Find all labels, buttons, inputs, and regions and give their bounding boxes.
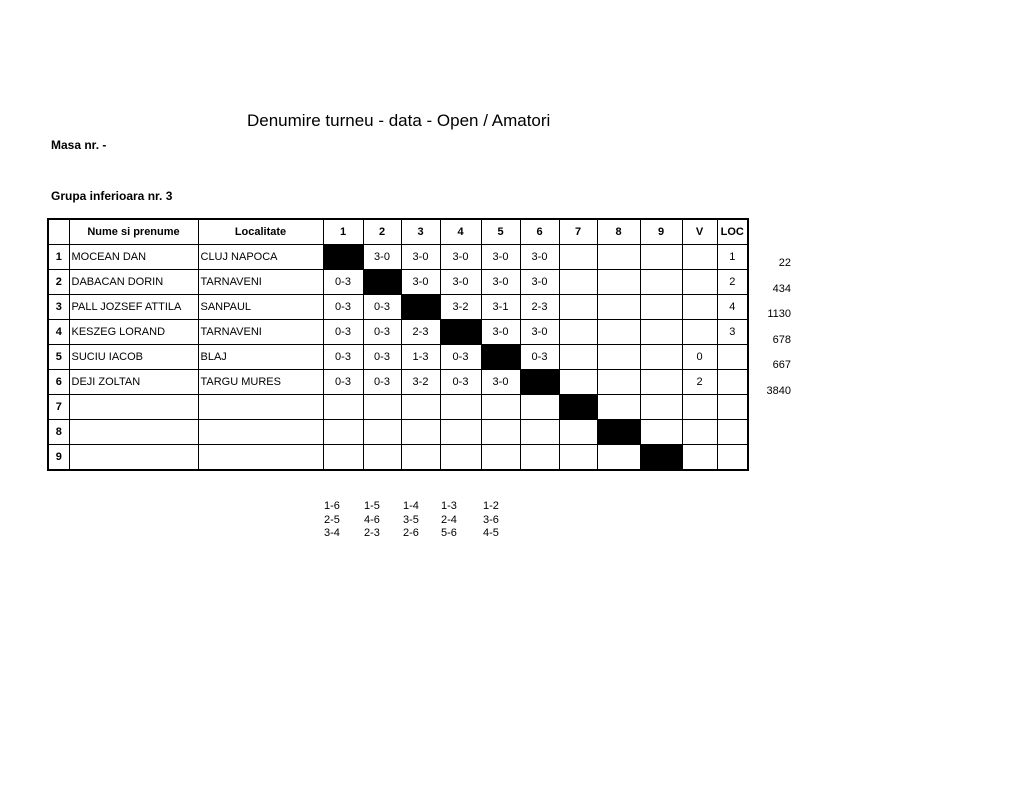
player-name	[69, 445, 198, 471]
player-locality	[198, 445, 323, 471]
player-locality: CLUJ NAPOCA	[198, 245, 323, 270]
score-cell: 2-3	[520, 295, 559, 320]
score-cell: 3-0	[481, 245, 520, 270]
row-number: 8	[48, 420, 69, 445]
row-number: 6	[48, 370, 69, 395]
schedule-pair: 3-4	[324, 527, 340, 539]
score-cell	[559, 245, 597, 270]
score-cell	[597, 395, 640, 420]
score-cell	[640, 345, 682, 370]
player-name	[69, 420, 198, 445]
score-cell	[597, 345, 640, 370]
score-cell: 3-0	[481, 320, 520, 345]
header-index	[48, 219, 69, 245]
victories-cell	[682, 395, 717, 420]
score-cell	[597, 270, 640, 295]
self-match-cell	[640, 445, 682, 471]
score-cell: 0-3	[323, 370, 363, 395]
side-value: 434	[772, 282, 791, 295]
score-cell: 3-2	[440, 295, 481, 320]
score-cell: 3-0	[440, 245, 481, 270]
score-cell	[440, 420, 481, 445]
score-cell	[481, 395, 520, 420]
row-number: 7	[48, 395, 69, 420]
victories-cell: 2	[682, 370, 717, 395]
player-name: KESZEG LORAND	[69, 320, 198, 345]
score-cell	[323, 445, 363, 471]
schedule-column-1	[324, 500, 340, 541]
score-cell	[440, 445, 481, 471]
place-cell	[717, 345, 748, 370]
header-col-9: 9	[640, 219, 682, 245]
schedule-column-2	[364, 500, 380, 541]
player-name	[69, 395, 198, 420]
table-row	[48, 295, 748, 320]
score-cell: 0-3	[363, 320, 401, 345]
score-cell	[640, 245, 682, 270]
schedule-pair: 3-5	[403, 513, 419, 526]
header-col-8: 8	[597, 219, 640, 245]
schedule-pair: 1-6	[324, 500, 340, 512]
score-cell: 0-3	[323, 270, 363, 295]
table-row	[48, 320, 748, 345]
victories-cell	[682, 270, 717, 295]
tournament-title: Denumire turneu - data - Open / Amatori	[247, 111, 551, 130]
score-cell	[597, 320, 640, 345]
row-number: 1	[48, 245, 69, 270]
side-value: 3840	[766, 384, 791, 397]
score-cell	[363, 445, 401, 471]
score-cell: 3-0	[520, 270, 559, 295]
group-label: Grupa inferioara nr. 3	[51, 189, 173, 203]
score-cell	[597, 370, 640, 395]
score-cell	[640, 320, 682, 345]
schedule-pair: 2-5	[324, 513, 340, 526]
place-cell	[717, 420, 748, 445]
header-col-2: 2	[363, 219, 401, 245]
score-cell: 1-3	[401, 345, 440, 370]
score-cell	[559, 445, 597, 471]
self-match-cell	[440, 320, 481, 345]
player-locality: TARNAVENI	[198, 320, 323, 345]
score-cell	[640, 270, 682, 295]
schedule-column-4	[441, 500, 457, 541]
results-grid	[47, 218, 749, 471]
score-cell: 0-3	[363, 370, 401, 395]
schedule-column-3	[403, 500, 419, 541]
header-col-3: 3	[401, 219, 440, 245]
place-cell: 4	[717, 295, 748, 320]
score-cell	[559, 320, 597, 345]
header-col-5: 5	[481, 219, 520, 245]
player-name: PALL JOZSEF ATTILA	[69, 295, 198, 320]
row-number: 5	[48, 345, 69, 370]
player-locality	[198, 420, 323, 445]
score-cell	[520, 420, 559, 445]
score-cell: 3-0	[440, 270, 481, 295]
player-locality: TARNAVENI	[198, 270, 323, 295]
player-locality	[198, 395, 323, 420]
side-value: 667	[772, 359, 791, 372]
score-cell	[323, 420, 363, 445]
player-name: DEJI ZOLTAN	[69, 370, 198, 395]
score-cell: 3-0	[520, 320, 559, 345]
score-cell: 0-3	[323, 320, 363, 345]
score-cell: 3-0	[481, 270, 520, 295]
score-cell: 3-0	[363, 245, 401, 270]
score-cell: 3-2	[401, 370, 440, 395]
table-row	[48, 445, 748, 471]
side-value: 1130	[767, 308, 791, 321]
score-cell	[559, 420, 597, 445]
table-row	[48, 270, 748, 295]
place-cell	[717, 370, 748, 395]
score-cell: 0-3	[363, 345, 401, 370]
player-name: MOCEAN DAN	[69, 245, 198, 270]
schedule-pair: 5-6	[441, 527, 457, 539]
header-row	[48, 219, 748, 245]
score-cell	[481, 420, 520, 445]
victories-cell	[682, 245, 717, 270]
place-cell	[717, 445, 748, 471]
side-value: 22	[778, 257, 791, 269]
score-cell: 3-0	[520, 245, 559, 270]
self-match-cell	[363, 270, 401, 295]
victories-cell	[682, 445, 717, 471]
score-cell: 0-3	[323, 345, 363, 370]
schedule-pair: 1-4	[403, 500, 419, 512]
score-cell	[363, 420, 401, 445]
player-locality: BLAJ	[198, 345, 323, 370]
score-cell	[520, 445, 559, 471]
score-cell	[559, 295, 597, 320]
score-cell	[597, 445, 640, 471]
self-match-cell	[597, 420, 640, 445]
header-name: Nume si prenume	[69, 219, 198, 245]
place-cell: 1	[717, 245, 748, 270]
table-row	[48, 395, 748, 420]
side-values	[757, 253, 791, 407]
table-row	[48, 420, 748, 445]
victories-cell	[682, 420, 717, 445]
score-cell	[559, 370, 597, 395]
self-match-cell	[559, 395, 597, 420]
schedule-pair: 1-3	[441, 500, 457, 512]
place-cell: 3	[717, 320, 748, 345]
score-cell	[597, 295, 640, 320]
score-cell: 3-0	[401, 270, 440, 295]
victories-cell: 0	[682, 345, 717, 370]
score-cell	[481, 445, 520, 471]
row-number: 4	[48, 320, 69, 345]
place-cell	[717, 395, 748, 420]
score-cell: 2-3	[401, 320, 440, 345]
score-cell: 3-0	[481, 370, 520, 395]
header-col-1: 1	[323, 219, 363, 245]
schedule-column-5	[483, 500, 499, 541]
header-col-7: 7	[559, 219, 597, 245]
row-number: 2	[48, 270, 69, 295]
score-cell	[640, 370, 682, 395]
schedule-pair: 2-6	[403, 527, 419, 539]
self-match-cell	[401, 295, 440, 320]
score-cell	[640, 420, 682, 445]
row-number: 9	[48, 445, 69, 471]
victories-cell	[682, 295, 717, 320]
self-match-cell	[481, 345, 520, 370]
score-cell: 3-1	[481, 295, 520, 320]
score-cell: 0-3	[363, 295, 401, 320]
schedule-pair: 1-5	[364, 500, 380, 512]
row-number: 3	[48, 295, 69, 320]
table-row	[48, 370, 748, 395]
score-cell	[401, 420, 440, 445]
header-locality: Localitate	[198, 219, 323, 245]
player-name: SUCIU IACOB	[69, 345, 198, 370]
score-cell	[401, 395, 440, 420]
player-name: DABACAN DORIN	[69, 270, 198, 295]
self-match-cell	[323, 245, 363, 270]
score-cell	[559, 345, 597, 370]
score-cell: 3-0	[401, 245, 440, 270]
player-locality: TARGU MURES	[198, 370, 323, 395]
score-cell	[401, 445, 440, 471]
schedule-pair: 4-5	[483, 527, 499, 539]
score-cell	[597, 245, 640, 270]
table-row	[48, 345, 748, 370]
score-cell: 0-3	[323, 295, 363, 320]
score-cell: 0-3	[520, 345, 559, 370]
score-cell	[559, 270, 597, 295]
header-place: LOC	[717, 219, 748, 245]
header-col-4: 4	[440, 219, 481, 245]
schedule-pair: 4-6	[364, 513, 380, 526]
player-locality: SANPAUL	[198, 295, 323, 320]
score-cell	[323, 395, 363, 420]
score-cell	[520, 395, 559, 420]
self-match-cell	[520, 370, 559, 395]
score-cell	[440, 395, 481, 420]
score-cell	[640, 295, 682, 320]
place-cell: 2	[717, 270, 748, 295]
score-cell	[363, 395, 401, 420]
header-col-6: 6	[520, 219, 559, 245]
score-cell: 0-3	[440, 370, 481, 395]
side-value: 678	[772, 333, 791, 346]
victories-cell	[682, 320, 717, 345]
header-v: V	[682, 219, 717, 245]
schedule-pair: 1-2	[483, 500, 499, 512]
table-number-label: Masa nr. -	[51, 138, 107, 152]
schedule-pair: 3-6	[483, 513, 499, 526]
score-cell: 0-3	[440, 345, 481, 370]
schedule-pair: 2-4	[441, 513, 457, 526]
table-row	[48, 245, 748, 270]
schedule-pair: 2-3	[364, 527, 380, 539]
score-cell	[640, 395, 682, 420]
